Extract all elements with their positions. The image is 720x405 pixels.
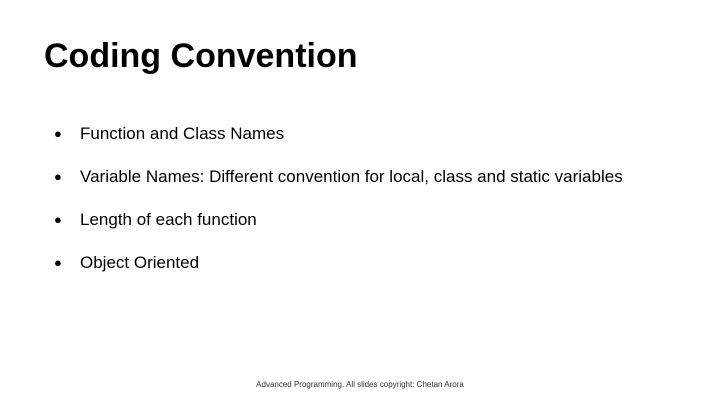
slide-footer: Advanced Programming. All slides copyright: Chetan Arora	[256, 380, 464, 389]
bullet-text: Function and Class Names	[80, 124, 285, 143]
bullet-text: Object Oriented	[80, 253, 200, 272]
slide-title: Coding Convention	[44, 37, 358, 75]
bullet-dot-icon: ●	[54, 126, 62, 141]
bullet-text: Length of each function	[80, 210, 257, 229]
bullet-dot-icon: ●	[54, 169, 62, 184]
bullet-dot-icon: ●	[54, 212, 62, 227]
bullet-dot-icon: ●	[54, 255, 62, 270]
bullet-text: Variable Names: Different convention for local, class and static variables	[80, 167, 623, 186]
